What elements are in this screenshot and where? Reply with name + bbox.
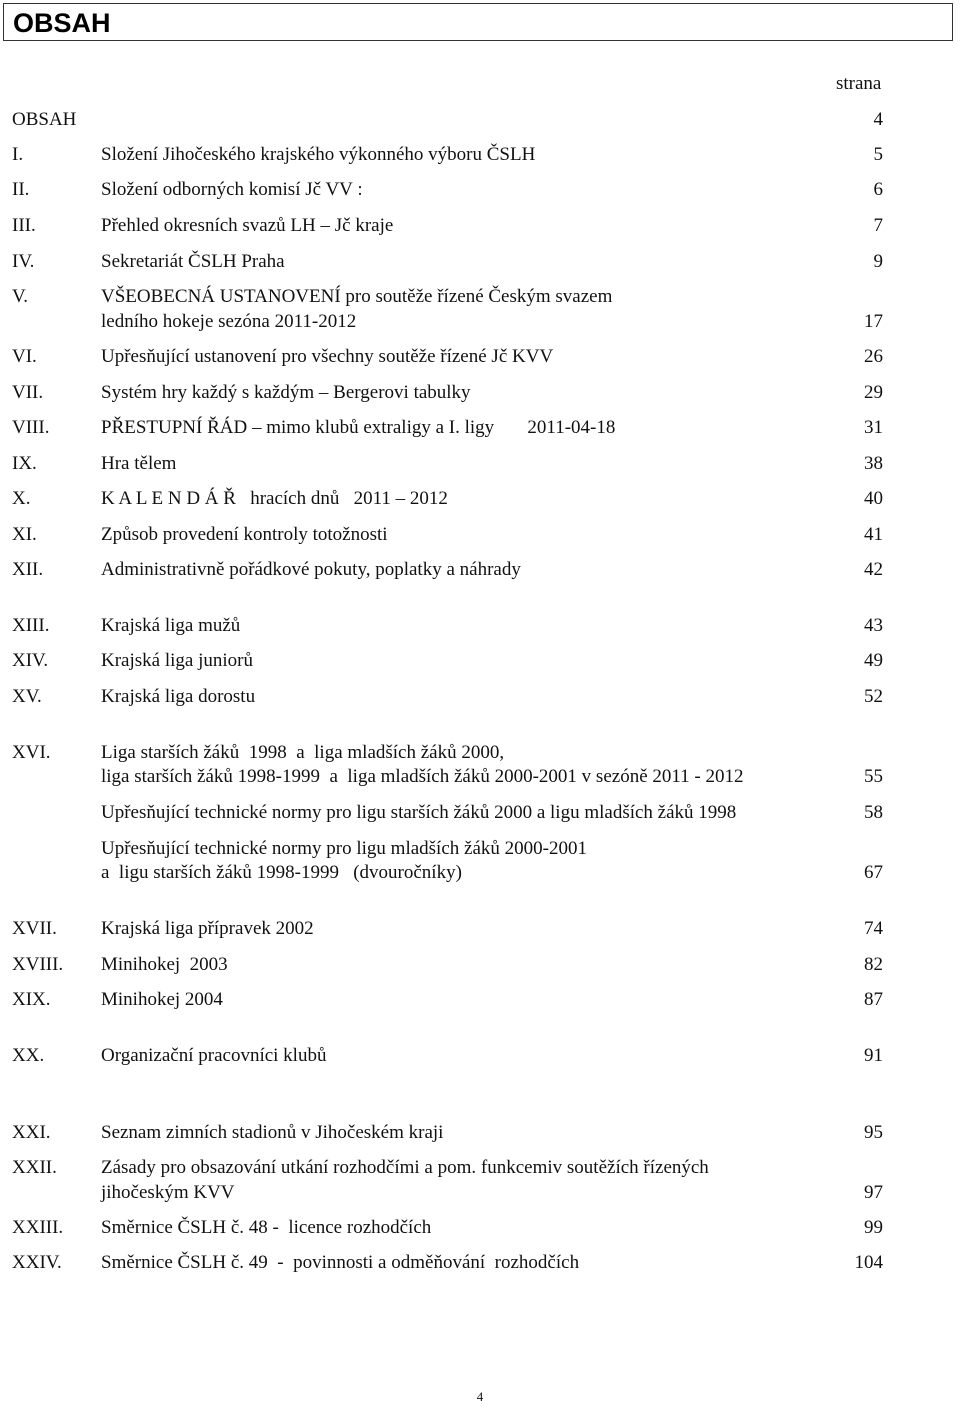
toc-page: 55 <box>864 766 883 787</box>
toc-title: Administrativně pořádkové pokuty, poplatky a náhrady <box>101 559 521 580</box>
toc-page: 74 <box>864 918 883 939</box>
toc-title: Krajská liga přípravek 2002 <box>101 918 314 939</box>
toc-page: 87 <box>864 989 883 1010</box>
toc-title: Krajská liga mužů <box>101 615 241 636</box>
page-title-box <box>3 3 953 41</box>
toc-number: OBSAH <box>12 109 77 130</box>
toc-page: 29 <box>864 382 883 403</box>
toc-number: XI. <box>12 524 37 545</box>
toc-title: Minihokej 2004 <box>101 989 223 1010</box>
toc-number: XXI. <box>12 1122 51 1143</box>
toc-number: VI. <box>12 346 37 367</box>
toc-number: II. <box>12 179 30 200</box>
toc-number: VII. <box>12 382 44 403</box>
toc-title: Liga starších žáků 1998 a liga mladších žáků 2000, <box>101 742 505 763</box>
toc-title: Seznam zimních stadionů v Jihočeském kraji <box>101 1122 444 1143</box>
toc-title: Systém hry každý s každým – Bergerovi tabulky <box>101 382 471 403</box>
toc-title: Upřesňující technické normy pro ligu starších žáků 2000 a ligu mladších žáků 1998 <box>101 802 737 823</box>
toc-page: 40 <box>864 488 883 509</box>
toc-title-line2: a ligu starších žáků 1998-1999 (dvouročníky) <box>101 862 462 883</box>
toc-title: Organizační pracovníci klubů <box>101 1045 327 1066</box>
toc-number: XXIII. <box>12 1217 64 1238</box>
toc-title: Minihokej 2003 <box>101 954 228 975</box>
toc-page: 58 <box>864 802 883 823</box>
toc-title: VŠEOBECNÁ USTANOVENÍ pro soutěže řízené Českým svazem <box>101 286 613 307</box>
toc-page: 91 <box>864 1045 883 1066</box>
toc-page: 43 <box>864 615 883 636</box>
toc-title: K A L E N D Á Ř hracích dnů 2011 – 2012 <box>101 488 448 509</box>
toc-title-line2: jihočeským KVV <box>101 1182 235 1203</box>
toc-number: V. <box>12 286 29 307</box>
toc-number: X. <box>12 488 31 509</box>
toc-number: IX. <box>12 453 37 474</box>
toc-page: 42 <box>864 559 883 580</box>
toc-number: XX. <box>12 1045 45 1066</box>
toc-number: XIII. <box>12 615 50 636</box>
toc-number: VIII. <box>12 417 50 438</box>
toc-page: 26 <box>864 346 883 367</box>
toc-number: XIX. <box>12 989 51 1010</box>
toc-title: Směrnice ČSLH č. 48 - licence rozhodčích <box>101 1217 432 1238</box>
page-title: OBSAH <box>13 8 111 38</box>
toc-page: 17 <box>864 311 883 332</box>
toc-page: 52 <box>864 686 883 707</box>
toc-title: Sekretariát ČSLH Praha <box>101 251 285 272</box>
toc-page: 95 <box>864 1122 883 1143</box>
toc-page: 38 <box>864 453 883 474</box>
toc-page: 97 <box>864 1182 883 1203</box>
toc-title-line2: ledního hokeje sezóna 2011-2012 <box>101 311 357 332</box>
toc-page: 7 <box>873 215 883 236</box>
toc-page: 5 <box>873 144 883 165</box>
toc-number: XVI. <box>12 742 51 763</box>
toc-title: Složení Jihočeského krajského výkonného výboru ČSLH <box>101 144 536 165</box>
toc-title: Upřesňující ustanovení pro všechny soutěže řízené Jč KVV <box>101 346 554 367</box>
toc-title: Krajská liga dorostu <box>101 686 256 707</box>
toc-title: Upřesňující technické normy pro ligu mladších žáků 2000-2001 <box>101 838 587 859</box>
toc-title: Směrnice ČSLH č. 49 - povinnosti a odměňování rozhodčích <box>101 1252 580 1273</box>
toc-title: Krajská liga juniorů <box>101 650 253 671</box>
toc-page: 9 <box>873 251 883 272</box>
toc-title: PŘESTUPNÍ ŘÁD – mimo klubů extraligy a I. ligy 2011-04-18 <box>101 417 616 438</box>
toc-title: Přehled okresních svazů LH – Jč kraje <box>101 215 394 236</box>
toc-page: 82 <box>864 954 883 975</box>
page-number: 4 <box>476 1389 484 1404</box>
toc-number: XVII. <box>12 918 57 939</box>
toc-number: XIV. <box>12 650 49 671</box>
toc-number: XXIV. <box>12 1252 62 1273</box>
toc-page: 49 <box>864 650 883 671</box>
toc-title: Složení odborných komisí Jč VV : <box>101 179 363 200</box>
toc-page: 67 <box>864 862 883 883</box>
toc-page: 104 <box>854 1252 883 1273</box>
toc-number: XVIII. <box>12 954 64 975</box>
toc-page: 4 <box>873 109 883 130</box>
toc-title: Způsob provedení kontroly totožnosti <box>101 524 388 545</box>
toc-title: Zásady pro obsazování utkání rozhodčími a pom. funkcemiv soutěžích řízených <box>101 1157 709 1178</box>
toc-title: Hra tělem <box>101 453 177 474</box>
toc-number: XV. <box>12 686 42 707</box>
toc-number: III. <box>12 215 36 236</box>
toc-number: XII. <box>12 559 44 580</box>
toc-number: I. <box>12 144 24 165</box>
page-column-label: strana <box>836 73 882 94</box>
toc-page: 6 <box>873 179 883 200</box>
toc-title-line2: liga starších žáků 1998-1999 a liga mladších žáků 2000-2001 v sezóně 2011 - 2012 <box>101 766 744 787</box>
toc-number: IV. <box>12 251 35 272</box>
toc-page: 99 <box>864 1217 883 1238</box>
toc-page: 31 <box>864 417 883 438</box>
toc-page: 41 <box>864 524 883 545</box>
toc-number: XXII. <box>12 1157 57 1178</box>
